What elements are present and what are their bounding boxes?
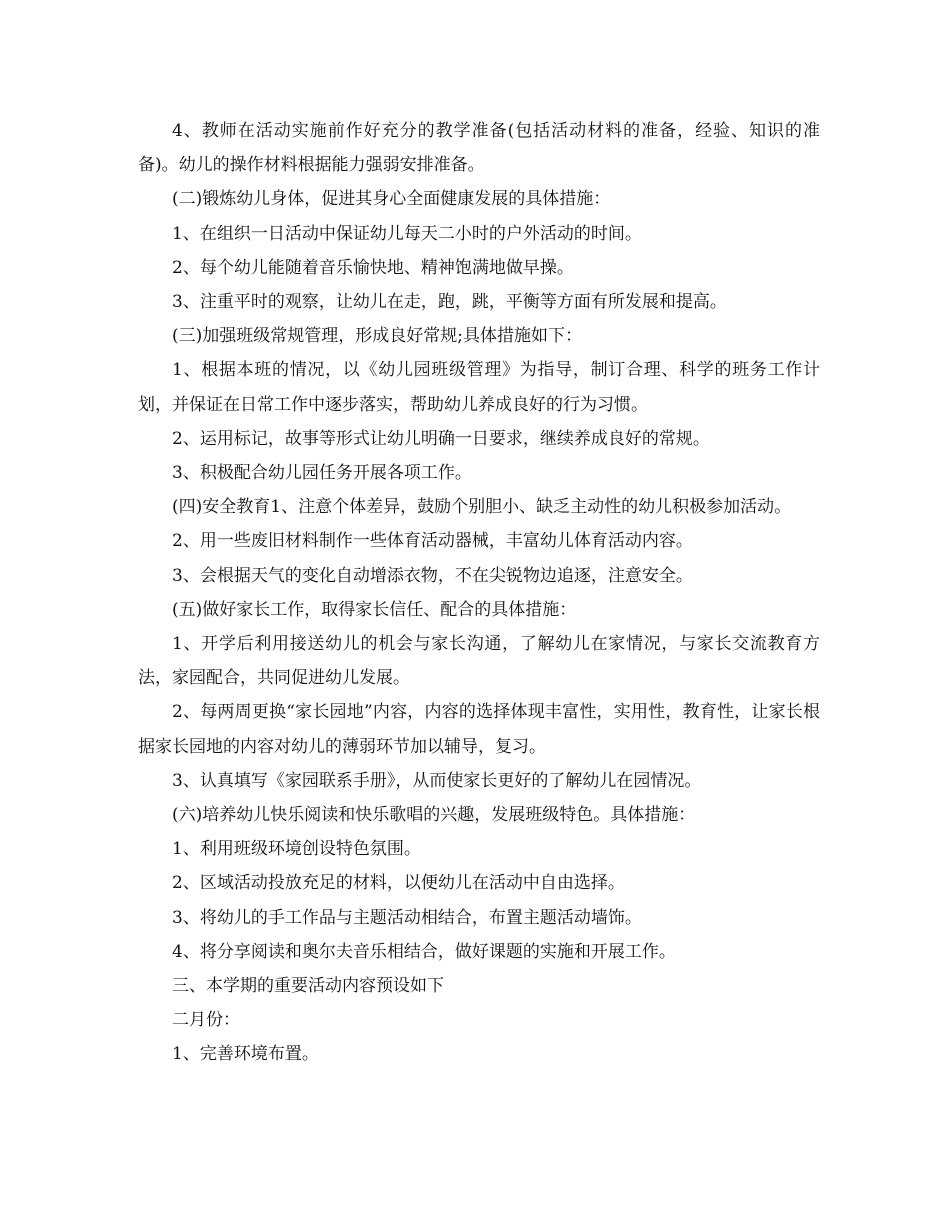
paragraph-parent-communication: 1、开学后利用接送幼儿的机会与家长沟通，了解幼儿在家情况，与家长交流教育方法，家园配合，共同促进幼儿发展。 — [138, 634, 820, 689]
paragraph-reading-orff: 4、将分享阅读和奥尔夫音乐相结合，做好课题的实施和开展工作。 — [172, 941, 676, 962]
section-heading-6: (六)培养幼儿快乐阅读和快乐歌唱的兴趣，发展班级特色。具体措施： — [172, 805, 696, 826]
paragraph-markers-stories: 2、运用标记，故事等形式让幼儿明确一日要求，继续养成良好的常规。 — [172, 428, 710, 449]
paragraph-cooperate-tasks: 3、积极配合幼儿园任务开展各项工作。 — [172, 463, 472, 484]
section-heading-4: (四)安全教育1、注意个体差异，鼓励个别胆小、缺乏主动性的幼儿积极参加活动。 — [172, 497, 792, 518]
paragraph-morning-exercise: 2、每个幼儿能随着音乐愉快地、精神饱满地做早操。 — [172, 257, 574, 278]
paragraph-area-activities: 2、区域活动投放充足的材料，以便幼儿在活动中自由选择。 — [172, 873, 625, 894]
section-heading-3: (三)加强班级常规管理，形成良好常规;具体措施如下： — [172, 326, 582, 347]
section-heading-three: 三、本学期的重要活动内容预设如下 — [172, 976, 444, 997]
section-heading-5: (五)做好家长工作，取得家长信任、配合的具体措施： — [172, 599, 577, 620]
section-heading-2: (二)锻炼幼儿身体，促进其身心全面健康发展的具体措施： — [172, 189, 611, 210]
paragraph-sports-equipment: 2、用一些废旧材料制作一些体育活动器械，丰富幼儿体育活动内容。 — [172, 531, 693, 552]
paragraph-observation: 3、注重平时的观察，让幼儿在走，跑，跳，平衡等方面有所发展和提高。 — [172, 292, 727, 313]
paragraph-class-management: 1、根据本班的情况，以《幼儿园班级管理》为指导，制订合理、科学的班务工作计划，并保证在日常工作中逐步落实，帮助幼儿养成良好的行为习惯。 — [138, 360, 820, 415]
paragraph-item-4-prep: 4、教师在活动实施前作好充分的教学准备(包括活动材料的准备，经验、知识的准备)。幼儿的操作材料根据能力强弱安排准备。 — [138, 121, 820, 176]
paragraph-weather-safety: 3、会根据天气的变化自动增添衣物，不在尖锐物边追逐，注意安全。 — [172, 565, 693, 586]
month-heading-february: 二月份： — [172, 1010, 240, 1031]
document-body — [138, 114, 820, 1072]
paragraph-handwork-wall: 3、将幼儿的手工作品与主题活动相结合，布置主题活动墙饰。 — [172, 907, 642, 928]
paragraph-parent-board: 2、每两周更换“家长园地”内容，内容的选择体现丰富性，实用性，教育性，让家长根据家长园地的内容对幼儿的薄弱环节加以辅导，复习。 — [138, 702, 820, 757]
paragraph-contact-handbook: 3、认真填写《家园联系手册》，从而使家长更好的了解幼儿在园情况。 — [172, 770, 702, 791]
paragraph-class-environment: 1、利用班级环境创设特色氛围。 — [172, 839, 421, 860]
paragraph-outdoor-time: 1、在组织一日活动中保证幼儿每天二小时的户外活动的时间。 — [172, 223, 642, 244]
paragraph-environment-setup: 1、完善环境布置。 — [172, 1044, 319, 1065]
